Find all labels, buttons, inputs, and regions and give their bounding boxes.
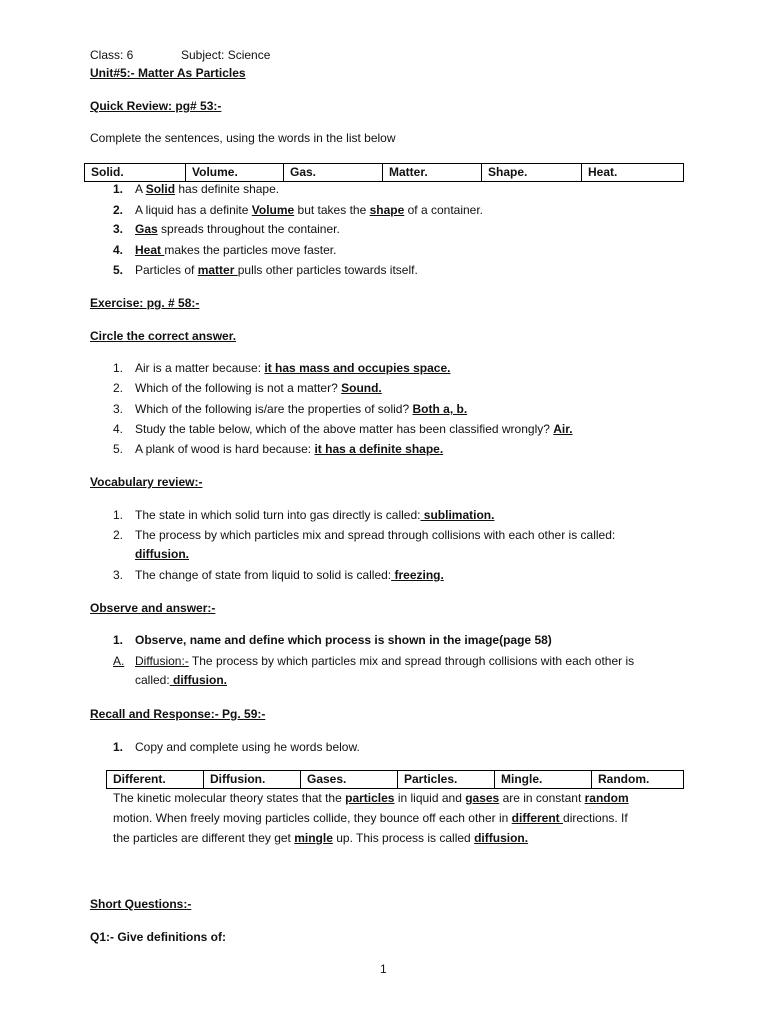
answer-word: different — [511, 811, 564, 825]
paragraph-line — [113, 828, 528, 848]
item-number: 1. — [113, 361, 124, 375]
paragraph-text: motion. When freely moving particles collide, they bounce off each other in — [113, 811, 512, 825]
class-label: Class: 6 — [90, 48, 134, 62]
question-text: Which of the following is not a matter? — [135, 381, 342, 395]
short-questions-heading: Short Questions:- — [90, 897, 192, 911]
paragraph-line — [113, 808, 628, 828]
sentence-text: A — [135, 182, 146, 196]
sentence-text: A liquid has a definite — [135, 203, 252, 217]
answer-text: Air. — [553, 422, 573, 436]
word-cell: Volume. — [186, 164, 284, 182]
vocab-item: 2. The process by which particles mix and spread through collisions with each other is called: — [113, 528, 616, 542]
exercise-item — [113, 360, 450, 376]
sentence-text: makes the particles move faster. — [164, 243, 337, 257]
quick-review-heading: Quick Review: pg# 53:- — [90, 99, 222, 113]
answer-word: Heat — [135, 243, 165, 257]
paragraph-text: up. This process is called — [332, 831, 475, 845]
vocab-answer: diffusion. — [135, 547, 189, 561]
sentence-text: pulls other particles towards itself. — [237, 263, 418, 277]
short-question-1: Q1:- Give definitions of: — [90, 930, 227, 944]
observe-answer-line1: A. Diffusion:- The process by which particles mix and spread through collisions with each other is — [113, 654, 635, 668]
exercise-item — [113, 421, 573, 437]
answer-word: gases — [465, 791, 500, 805]
answer-word: Gas — [135, 222, 158, 236]
item-number: 2. — [113, 203, 124, 217]
word-cell: Gas. — [284, 164, 383, 182]
quick-review-item — [113, 221, 340, 237]
answer-text: Sound. — [341, 381, 382, 395]
answer-text: it has a definite shape. — [314, 442, 444, 456]
subject-label: Subject: Science — [181, 48, 271, 62]
item-number: 4. — [113, 243, 124, 257]
observe-answer-line2: called: diffusion. — [135, 673, 228, 687]
answer-text: it has mass and occupies space. — [264, 361, 451, 375]
word-cell: Matter. — [383, 164, 482, 182]
question-text: Study the table below, which of the above matter has been classified wrongly? — [135, 422, 554, 436]
answer-word: matter — [197, 263, 238, 277]
answer-word: Solid — [145, 182, 176, 196]
paragraph-text: in liquid and — [394, 791, 466, 805]
sentence-text: but takes the — [294, 203, 370, 217]
paragraph-text: the particles are different they get — [113, 831, 295, 845]
paragraph-text: directions. If — [563, 811, 628, 825]
item-number: 5. — [113, 263, 124, 277]
quick-review-word-table — [84, 163, 684, 182]
paragraph-text: are in constant — [499, 791, 585, 805]
question-text: A plank of wood is hard because: — [135, 442, 315, 456]
sentence-text: Particles of — [135, 263, 198, 277]
item-number: 3. — [113, 402, 124, 416]
word-cell: Different. — [107, 771, 204, 789]
question-text: Air is a matter because: — [135, 361, 265, 375]
item-number: 5. — [113, 442, 124, 456]
item-number: 4. — [113, 422, 124, 436]
unit-title: Unit#5:- Matter As Particles — [90, 66, 246, 80]
word-cell: Random. — [592, 771, 684, 789]
question-text: Which of the following is/are the properties of solid? — [135, 402, 413, 416]
answer-word: particles — [345, 791, 395, 805]
exercise-item — [113, 380, 382, 396]
recall-heading: Recall and Response:- Pg. 59:- — [90, 707, 266, 721]
answer-word: Volume — [251, 203, 295, 217]
item-number: 2. — [113, 381, 124, 395]
observe-heading: Observe and answer:- — [90, 601, 216, 615]
word-cell: Solid. — [85, 164, 186, 182]
vocab-item: 1. The state in which solid turn into gas directly is called: sublimation. — [113, 508, 495, 522]
exercise-item — [113, 401, 467, 417]
quick-review-item — [113, 242, 336, 258]
word-cell: Diffusion. — [204, 771, 301, 789]
answer-word: mingle — [294, 831, 333, 845]
observe-question: 1. Observe, name and define which process is shown in the image(page 58) — [113, 633, 552, 647]
page-number: 1 — [380, 962, 387, 976]
paragraph-line — [113, 788, 629, 808]
word-cell: Mingle. — [495, 771, 592, 789]
quick-review-instruction: Complete the sentences, using the words in the list below — [90, 131, 396, 145]
word-cell: Particles. — [398, 771, 495, 789]
answer-word: diffusion. — [474, 831, 529, 845]
word-cell: Shape. — [482, 164, 582, 182]
paragraph-text: The kinetic molecular theory states that the — [113, 791, 346, 805]
sentence-text: of a container. — [404, 203, 484, 217]
vocab-item: 3. The change of state from liquid to solid is called: freezing. — [113, 568, 444, 582]
answer-word: random — [584, 791, 629, 805]
exercise-heading: Exercise: pg. # 58:- — [90, 296, 200, 310]
vocabulary-heading: Vocabulary review:- — [90, 475, 203, 489]
item-number: 1. — [113, 182, 124, 196]
item-number: 3. — [113, 222, 124, 236]
quick-review-item — [113, 262, 418, 278]
exercise-item — [113, 441, 443, 457]
quick-review-item — [113, 202, 483, 218]
quick-review-item — [113, 181, 279, 197]
recall-word-table — [106, 770, 684, 789]
sentence-text: spreads throughout the container. — [157, 222, 340, 236]
recall-instruction: 1. Copy and complete using he words below. — [113, 740, 360, 754]
answer-word: shape — [369, 203, 405, 217]
sentence-text: has definite shape. — [175, 182, 280, 196]
answer-text: Both a, b. — [412, 402, 468, 416]
word-cell: Heat. — [582, 164, 684, 182]
word-cell: Gases. — [301, 771, 398, 789]
exercise-subheading: Circle the correct answer. — [90, 329, 237, 343]
